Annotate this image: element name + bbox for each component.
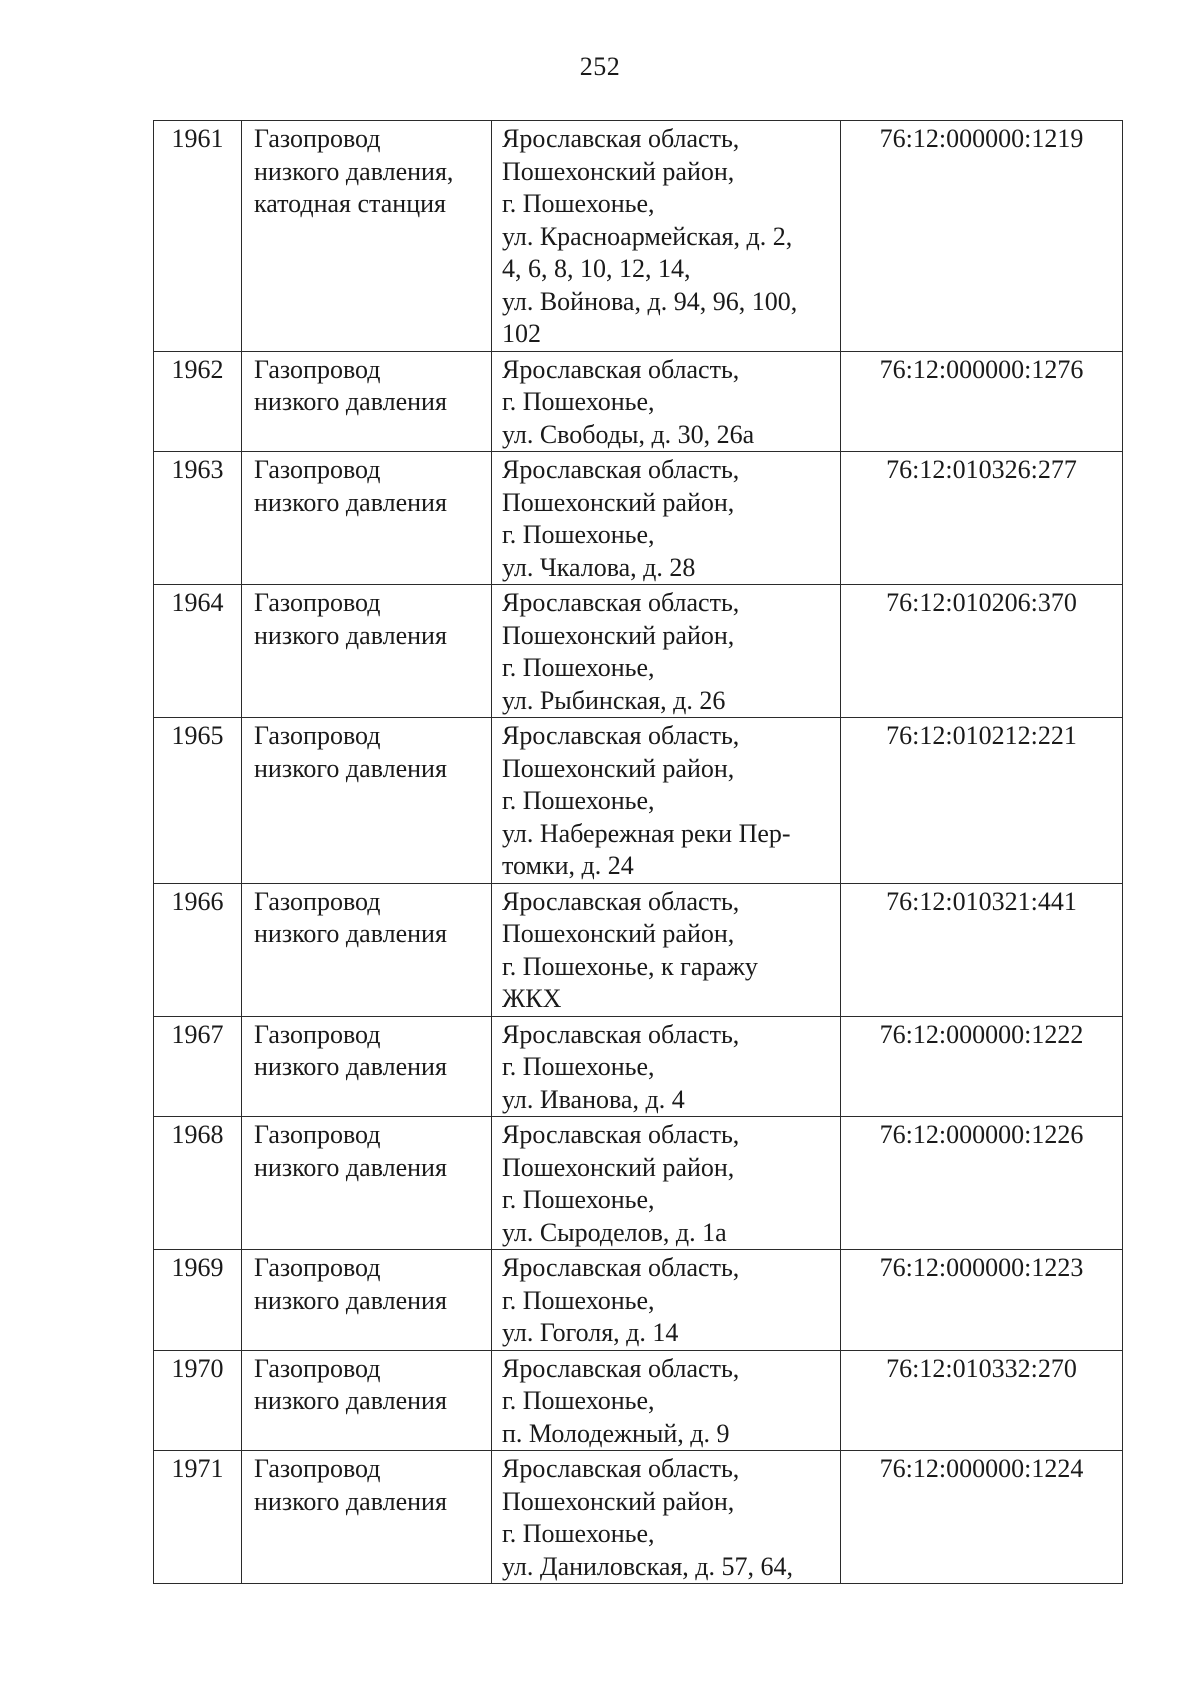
address-line: Ярославская область,	[502, 588, 740, 617]
address-cell	[492, 121, 841, 352]
address-cell	[492, 351, 841, 452]
row-number-cell: 1970	[154, 1350, 242, 1451]
cadastral-number-cell: 76:12:000000:1223	[841, 1250, 1123, 1351]
object-name-cell	[242, 1451, 492, 1584]
object-name-line: низкого давления	[254, 1152, 447, 1182]
cadastral-number-cell: 76:12:000000:1226	[841, 1117, 1123, 1250]
table-row	[154, 351, 1123, 452]
address-line: г. Пошехонье,	[502, 1285, 655, 1315]
address-line: Пошехонский район,	[502, 487, 735, 517]
address-line: г. Пошехонье,	[502, 1386, 655, 1415]
object-name-line: Газопровод	[254, 1454, 381, 1483]
address-line: ул. Гоголя, д. 14	[502, 1318, 679, 1347]
address-cell	[492, 718, 841, 884]
object-name-cell	[242, 1250, 492, 1351]
address-line: п. Молодежный, д. 9	[502, 1418, 730, 1448]
object-name-cell	[242, 585, 492, 718]
address-line: ул. Чкалова, д. 28	[502, 552, 696, 582]
cadastral-number-cell: 76:12:010206:370	[841, 585, 1123, 718]
object-name-line: низкого давления	[254, 1386, 447, 1415]
address-line: Пошехонский район,	[502, 620, 735, 650]
object-name-line: низкого давления	[254, 487, 447, 517]
address-line: ЖКХ	[502, 984, 562, 1013]
address-line: Пошехонский район,	[502, 1486, 735, 1516]
row-number-cell: 1968	[154, 1117, 242, 1250]
cadastral-number-cell: 76:12:010332:270	[841, 1350, 1123, 1451]
address-cell	[492, 1250, 841, 1351]
address-line: г. Пошехонье,	[502, 1185, 655, 1214]
object-name-cell	[242, 1016, 492, 1117]
address-line: томки, д. 24	[502, 851, 634, 880]
address-line: Пошехонский район,	[502, 919, 735, 948]
address-line: Ярославская область,	[502, 1019, 740, 1049]
table-row	[154, 883, 1123, 1016]
table-row	[154, 121, 1123, 352]
address-line: ул. Свободы, д. 30, 26а	[502, 419, 755, 449]
address-line: ул. Сыроделов, д. 1а	[502, 1217, 727, 1247]
address-line: Пошехонский район,	[502, 1152, 735, 1182]
address-line: Ярославская область,	[502, 721, 740, 750]
address-line: 102	[502, 319, 541, 348]
address-line: г. Пошехонье,	[502, 387, 655, 416]
row-number-cell: 1969	[154, 1250, 242, 1351]
address-line: г. Пошехонье,	[502, 520, 655, 549]
cadastral-number-cell: 76:12:010326:277	[841, 452, 1123, 585]
address-line: Ярославская область,	[502, 455, 740, 484]
table-row	[154, 1250, 1123, 1351]
page-number: 252	[579, 52, 621, 81]
address-line: г. Пошехонье,	[502, 1052, 655, 1081]
object-name-cell	[242, 121, 492, 352]
object-name-line: низкого давления	[254, 620, 447, 650]
address-line: г. Пошехонье, к гаражу	[502, 951, 758, 981]
registry-table	[153, 120, 1123, 1584]
address-cell	[492, 1451, 841, 1584]
address-line: г. Пошехонье,	[502, 786, 655, 815]
cadastral-number-cell: 76:12:010212:221	[841, 718, 1123, 884]
address-line: ул. Даниловская, д. 57, 64,	[502, 1551, 794, 1581]
object-name-cell	[242, 1350, 492, 1451]
object-name-line: Газопровод	[254, 721, 381, 750]
cadastral-number-cell: 76:12:010321:441	[841, 883, 1123, 1016]
registry-table-body	[154, 121, 1123, 1584]
table-row	[154, 718, 1123, 884]
object-name-line: Газопровод	[254, 455, 381, 484]
address-cell	[492, 883, 841, 1016]
object-name-line: Газопровод	[254, 124, 381, 153]
table-row	[154, 585, 1123, 718]
object-name-line: низкого давления,	[254, 156, 454, 186]
object-name-cell	[242, 718, 492, 884]
address-line: ул. Войнова, д. 94, 96, 100,	[502, 286, 798, 316]
address-line: Пошехонский район,	[502, 753, 735, 783]
row-number-cell: 1964	[154, 585, 242, 718]
object-name-cell	[242, 883, 492, 1016]
address-line: Ярославская область,	[502, 1120, 740, 1149]
object-name-cell	[242, 351, 492, 452]
object-name-line: низкого давления	[254, 1052, 447, 1081]
row-number-cell: 1962	[154, 351, 242, 452]
row-number-cell: 1965	[154, 718, 242, 884]
address-line: ул. Иванова, д. 4	[502, 1084, 685, 1114]
table-row	[154, 1016, 1123, 1117]
address-cell	[492, 1016, 841, 1117]
address-line: ул. Красноармейская, д. 2,	[502, 221, 793, 251]
object-name-line: катодная станция	[254, 189, 446, 218]
address-line: Ярославская область,	[502, 1253, 740, 1282]
address-cell	[492, 585, 841, 718]
object-name-line: низкого давления	[254, 1486, 447, 1516]
address-cell	[492, 1350, 841, 1451]
object-name-line: низкого давления	[254, 1285, 447, 1315]
object-name-line: Газопровод	[254, 354, 381, 384]
object-name-line: Газопровод	[254, 1019, 381, 1049]
address-line: г. Пошехонье,	[502, 189, 655, 218]
row-number-cell: 1963	[154, 452, 242, 585]
address-line: Ярославская область,	[502, 1454, 740, 1483]
address-line: г. Пошехонье,	[502, 653, 655, 682]
address-cell	[492, 1117, 841, 1250]
table-row	[154, 1117, 1123, 1250]
object-name-line: Газопровод	[254, 1353, 381, 1383]
object-name-line: Газопровод	[254, 588, 381, 617]
cadastral-number-cell: 76:12:000000:1276	[841, 351, 1123, 452]
object-name-cell	[242, 1117, 492, 1250]
object-name-line: низкого давления	[254, 753, 447, 783]
address-line: Ярославская область,	[502, 124, 740, 153]
address-line: Ярославская область,	[502, 354, 740, 384]
object-name-line: низкого давления	[254, 919, 447, 948]
table-row	[154, 1350, 1123, 1451]
table-row	[154, 452, 1123, 585]
address-line: ул. Рыбинская, д. 26	[502, 685, 726, 715]
row-number-cell: 1967	[154, 1016, 242, 1117]
address-line: ул. Набережная реки Пер-	[502, 818, 791, 848]
row-number-cell: 1966	[154, 883, 242, 1016]
row-number-cell: 1961	[154, 121, 242, 352]
row-number-cell: 1971	[154, 1451, 242, 1584]
cadastral-number-cell: 76:12:000000:1219	[841, 121, 1123, 352]
object-name-line: Газопровод	[254, 1120, 381, 1149]
cadastral-number-cell: 76:12:000000:1222	[841, 1016, 1123, 1117]
address-line: г. Пошехонье,	[502, 1519, 655, 1548]
address-cell	[492, 452, 841, 585]
address-line: Ярославская область,	[502, 886, 740, 916]
object-name-line: низкого давления	[254, 387, 447, 416]
address-line: Пошехонский район,	[502, 156, 735, 186]
object-name-line: Газопровод	[254, 1253, 381, 1282]
cadastral-number-cell: 76:12:000000:1224	[841, 1451, 1123, 1584]
table-row	[154, 1451, 1123, 1584]
object-name-cell	[242, 452, 492, 585]
object-name-line: Газопровод	[254, 886, 381, 916]
address-line: 4, 6, 8, 10, 12, 14,	[502, 254, 691, 283]
address-line: Ярославская область,	[502, 1353, 740, 1383]
